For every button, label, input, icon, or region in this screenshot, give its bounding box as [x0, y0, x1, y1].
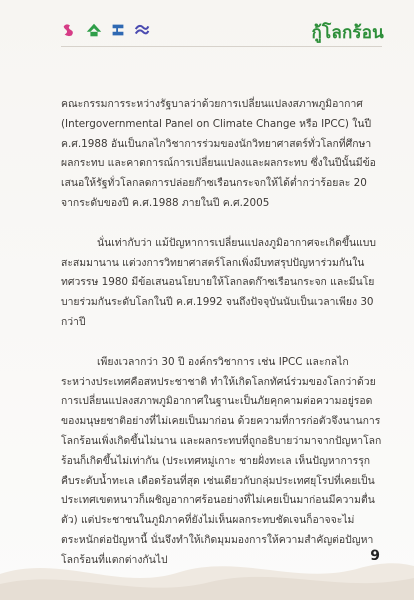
header-divider [61, 46, 382, 47]
page-title: กู้โลกร้อน [311, 23, 384, 43]
partner-logos [61, 21, 151, 39]
paragraph-1: คณะกรรมการระหว่างรัฐบาลว่าด้วยการเปลี่ยนแปลงสภาพภูมิอากาศ (Intergovernmental Panel on Climate Change หรือ IPCC) ในปี ค.ศ.1988 อันเป็นกลไกวิชาการร่วมของนักวิทยาศาสตร์ทั่วโลกที่ศึกษาผลกระทบ และคาดการณ์การเปลี่ยนแปลงและผลกระทบ ซึ่งในปีนั้นมีข้อเสนอให้รัฐทั่วโลกลดการปล่อยก๊าซเรือนกระจกให้ได้ต่ำกว่าร้อยละ 20 จากระดับของปี ค.ศ.1988 ภายในปี ค.ศ.2005 [61, 98, 376, 209]
page-number: 9 [370, 548, 380, 564]
logo-2-icon [85, 21, 103, 39]
paragraph-2: นั่นเท่ากับว่า แม้ปัญหาการเปลี่ยนแปลงภูมิอากาศจะเกิดขึ้นแบบสะสมมานาน แต่วงการวิทยาศาสตร์โลกเพิ่งมีบทสรุปปัญหาร่วมกันในทศวรรษ 1980 มีข้อเสนอนโยบายให้โลกลดก๊าซเรือนกระจก และมีนโยบายร่วมกันระดับโลกในปี ค.ศ.1992 จนถึงปัจจุบันนับเป็นเวลาเพียง 30 กว่าปี [61, 236, 376, 328]
logo-4-icon [133, 21, 151, 39]
footer-wave-decoration [0, 542, 414, 600]
main-text [61, 95, 382, 591]
paragraph-3: เพียงเวลากว่า 30 ปี องค์กรวิชาการ เช่น IPCC และกลไกระหว่างประเทศคือสหประชาชาติ ทำให้เกิดโลกทัศน์ร่วมของโลกว่าด้วยการเปลี่ยนแปลงสภาพภูมิอากาศในฐานะเป็นภัยคุกคามต่อความอยู่รอดของมนุษยชาติอย่างที่ไม่เคยเป็นมาก่อน ด้วยความที่การก่อตัวจึงนานการโลกร้อนเพิ่งเกิดขึ้นไม่นาน และผลกระทบที่ถูกอธิบายว่ามาจากปัญหาโลกร้อนก็เกิดขึ้นไม่เท่ากัน (ประเทศหมู่เกาะ ชายฝั่งทะเล เห็นปัญหาการรุกคืบระดับน้ำทะเล เดือดร้อนที่สุด เช่นเดียวกับกลุ่มประเทศยุโรปที่เคยเป็นประเทศเขตหนาวก็เผชิญอากาศร้อนอย่างที่ไม่เคยเป็นมาก่อนมีความตื่นตัว) แต่ประชาชนในภูมิภาคที่ยังไม่เห็นผลกระทบชัดเจนก็อาจจะไม่ตระหนักต่อปัญหานี้ นั่นจึงทำให้เกิดมุมมองการให้ความสำคัญต่อปัญหาโลกร้อนที่แตกต่างกันไป [61, 355, 382, 566]
logo-1-icon [61, 21, 79, 39]
logo-3-icon [109, 21, 127, 39]
